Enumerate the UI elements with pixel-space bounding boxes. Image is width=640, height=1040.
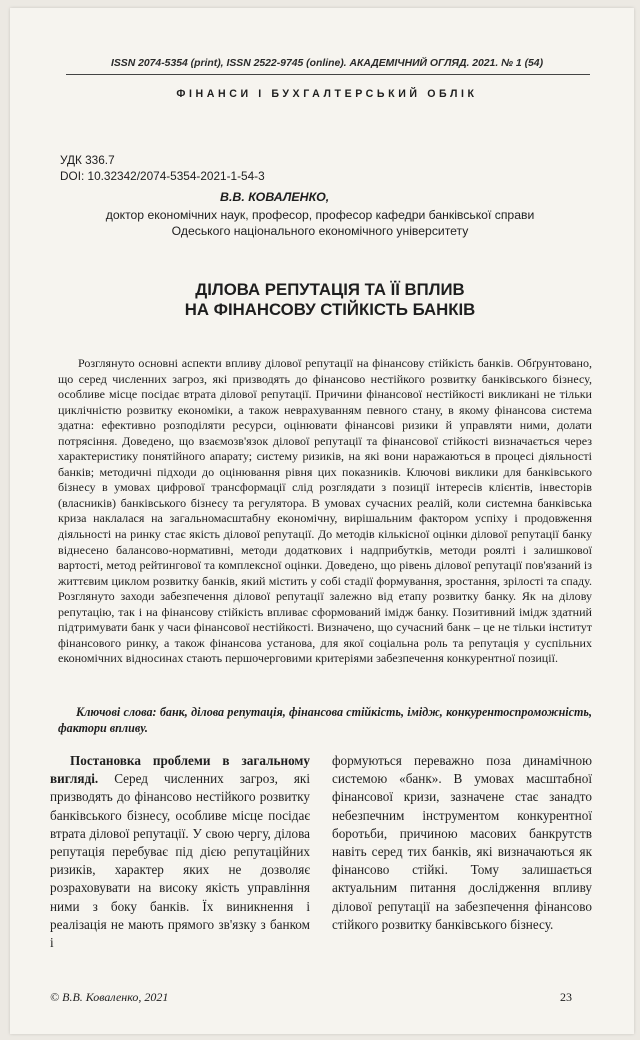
body-column-left: [50, 752, 310, 952]
article-title: [70, 280, 590, 320]
author-institution: Одеського національного економічного університету: [171, 224, 469, 238]
author-name: В.В. КОВАЛЕНКО,: [220, 190, 330, 204]
keywords-text: банк, ділова репутація, фінансова стійкість, імідж, конкурентоспроможність, фактори впливу.: [58, 705, 592, 735]
article-title-line-2: НА ФІНАНСОВУ СТІЙКІСТЬ БАНКІВ: [184, 300, 476, 319]
journal-header: ISSN 2074-5354 (print), ISSN 2522-9745 (online). АКАДЕМІЧНИЙ ОГЛЯД. 2021. № 1 (54): [110, 58, 544, 69]
body-column-right: [332, 752, 592, 934]
body-text-left: Серед численних загроз, які призводять до фінансово нестійкого розвитку банківського бізнесу, особливе місце посідає втрата ділової репутації. У свою чергу, ділова репутація перебуває під дією репутаційних ризиків, характер яких не дозволяє розраховувати на високу якість управління ними з боку банків. Їх виникнення і реалізація не мають прямого зв'язку з банком і: [50, 771, 310, 951]
copyright: © В.В. Коваленко, 2021: [50, 990, 169, 1004]
page-number: 23: [560, 990, 572, 1004]
abstract: [58, 356, 592, 667]
author-position: доктор економічних наук, професор, професор кафедри банківської справи: [105, 208, 535, 222]
keywords: [58, 705, 592, 736]
article-title-line-1: ДІЛОВА РЕПУТАЦІЯ ТА ЇЇ ВПЛИВ: [195, 280, 465, 299]
abstract-text: Розглянуто основні аспекти впливу ділової репутації на фінансову стійкість банків. Обґрунтовано, що серед численних загроз, які призводять до фінансово нестійкого розвитку банківського бізнесу, особливе місце посідає втрата ділової репутації. Причини фінансової нестійкості викликані не тільки циклічністю розвитку економіки, а також неврахуванням певного стану, в якому фінансова система здатна: ефективно розподіляти ресурси, оцінювати фінансові ризики й управляти ними, долати потрясіння. Доведено, що взаємозв'язок ділової репутації та фінансової стійкості визначається через характеристику понятійного апарату; систему ризиків, на які вони наражаються в процесі діяльності банків; методичні підходи до оцінювання рівня цих показників. Ключові виклики для банківського бізнесу в умовах цифрової трансформації слід розглядати з позиції інтересів клієнтів, інвесторів (власників) банківського бізнесу та регулятора. В умовах сучасних реалій, коли системна банківська криза наклалася на загальномасштабну економічну, вирішальним фактором успіху і продовження діяльності на ринку стає якість ділової репутації. До методів кількісної оцінки ділової репутації банку віднесено балансово-нормативні, методи додаткових і надприбутків, методи роялті і залишкової вартості, метод рейтингової та комплексної оцінки. Доведено, що рівень ділової репутації пов'язаний із життєвим циклом розвитку банків, який містить у собі стадії формування, зростання, зрілості та спаду. Розглянуто заходи забезпечення ділової репутації залежно від етапу розвитку банку. Як на ділову репутацію, так і на фінансову стійкість впливає сформований імідж банку. Позитивний імідж здатний підтримувати банк у часи фінансової нестійкості. Визначено, що сучасний банк – це не тільки інститут фінансового ринку, а також фінансова установа, для якої соціальна роль та репутація у суспільних економічних відносинах стають першочерговими критеріями забезпечення конкурентної позиції.: [58, 356, 592, 666]
body-text-right: формуються переважно поза динамічною системою «банк». В умовах масштабної фінансової кризи, зазначене стає занадто небезпечним інструментом конкурентної боротьби, причиною масових банкрутств навіть серед тих банків, які визначаються як фінансово стійкі. Тому залишається актуальним питання дослідження впливу ділової репутації на забезпечення фінансово стійкого розвитку банківського бізнесу.: [332, 753, 592, 932]
keywords-label: Ключові слова:: [76, 705, 157, 719]
journal-page: [10, 8, 634, 1034]
section-title: ФІНАНСИ І БУХГАЛТЕРСЬКИЙ ОБЛІК: [176, 88, 478, 100]
header-rule: [66, 74, 590, 75]
doi: DOI: 10.32342/2074-5354-2021-1-54-3: [60, 169, 265, 183]
udc-code: УДК 336.7: [60, 153, 115, 167]
section-heading: Постановка проблеми в загальному вигляді.: [50, 753, 310, 787]
